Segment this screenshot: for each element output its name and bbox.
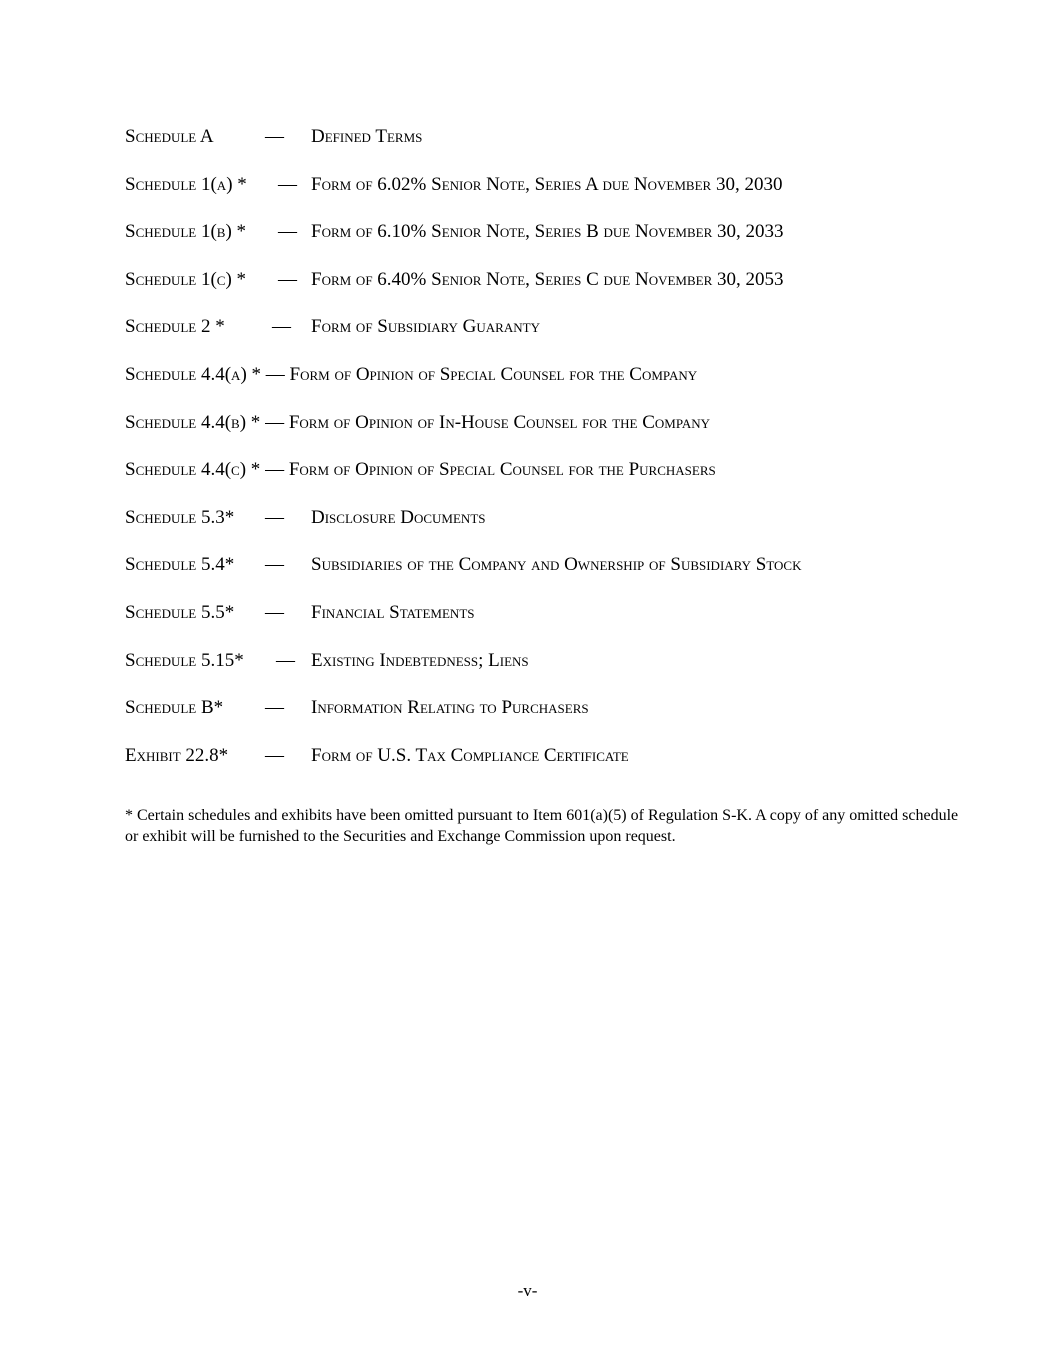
schedule-title: Form of Opinion of Special Counsel for the Purchasers	[288, 459, 716, 481]
schedule-title: Disclosure Documents	[311, 506, 486, 528]
em-dash: —	[265, 506, 284, 528]
list-item	[125, 552, 1005, 600]
page-number: -v-	[517, 1281, 538, 1300]
schedule-title: Subsidiaries of the Company and Ownership of Subsidiary Stock	[311, 554, 802, 576]
schedule-label: Schedule B*	[125, 697, 224, 719]
em-dash: —	[265, 744, 284, 766]
schedule-label: Schedule 4.4(a) *	[125, 363, 262, 385]
schedule-label: Schedule 5.15*	[125, 649, 244, 671]
exhibit-title: Form of U.S. Tax Compliance Certificate	[311, 744, 629, 766]
schedule-label: Schedule 1(b) *	[125, 221, 247, 243]
em-dash: —	[276, 649, 295, 671]
schedule-title: Financial Statements	[311, 601, 475, 623]
schedule-list	[125, 124, 1005, 790]
list-item	[125, 600, 1005, 648]
schedule-label: Schedule 4.4(c) *	[125, 459, 261, 481]
schedule-label: Schedule 5.3*	[125, 506, 235, 528]
em-dash: —	[265, 554, 284, 576]
list-item	[125, 219, 1005, 267]
list-item	[125, 648, 1005, 696]
list-item	[125, 743, 1005, 791]
em-dash: —	[278, 173, 297, 195]
em-dash: —	[265, 459, 285, 481]
schedule-title: Form of 6.40% Senior Note, Series C due November 30, 2053	[311, 268, 784, 290]
em-dash: —	[265, 601, 284, 623]
list-item	[125, 124, 1005, 172]
em-dash: —	[265, 363, 285, 385]
em-dash: —	[272, 316, 291, 338]
list-item	[125, 457, 1005, 505]
schedule-title: Existing Indebtedness; Liens	[311, 649, 529, 671]
list-item	[125, 314, 1005, 362]
schedule-title: Information Relating to Purchasers	[311, 697, 589, 719]
schedule-title: Form of 6.02% Senior Note, Series A due November 30, 2030	[311, 173, 783, 195]
schedule-title: Form of Opinion of Special Counsel for the Company	[289, 363, 698, 385]
schedule-title: Form of Opinion of In-House Counsel for the Company	[288, 411, 711, 433]
em-dash: —	[265, 697, 284, 719]
list-item	[125, 695, 1005, 743]
list-item	[125, 410, 1005, 458]
list-item	[125, 267, 1005, 315]
schedule-label: Schedule 1(a) *	[125, 173, 247, 195]
schedule-label: Schedule 5.5*	[125, 601, 235, 623]
schedule-title: Defined Terms	[311, 126, 423, 147]
schedule-label: Schedule 4.4(b) *	[125, 411, 261, 433]
list-item	[125, 505, 1005, 553]
list-item	[125, 172, 1005, 220]
em-dash: —	[278, 221, 297, 243]
schedule-label: Schedule 5.4*	[125, 554, 235, 576]
schedule-label: Schedule A	[125, 126, 214, 147]
em-dash: —	[265, 126, 284, 147]
schedule-label: Schedule 2 *	[125, 316, 225, 338]
list-item	[125, 362, 1005, 410]
schedule-title: Form of Subsidiary Guaranty	[311, 316, 540, 338]
em-dash: —	[265, 411, 285, 433]
footnote: * Certain schedules and exhibits have been omitted pursuant to Item 601(a)(5) of Regulation S-K. A copy of any omitted schedule or exhibit will be furnished to the Securities and Exchange Commission upon request.	[125, 807, 959, 845]
schedule-title: Form of 6.10% Senior Note, Series B due November 30, 2033	[311, 221, 784, 243]
em-dash: —	[278, 268, 297, 290]
exhibit-label: Exhibit 22.8*	[125, 744, 229, 766]
schedule-label: Schedule 1(c) *	[125, 268, 247, 290]
